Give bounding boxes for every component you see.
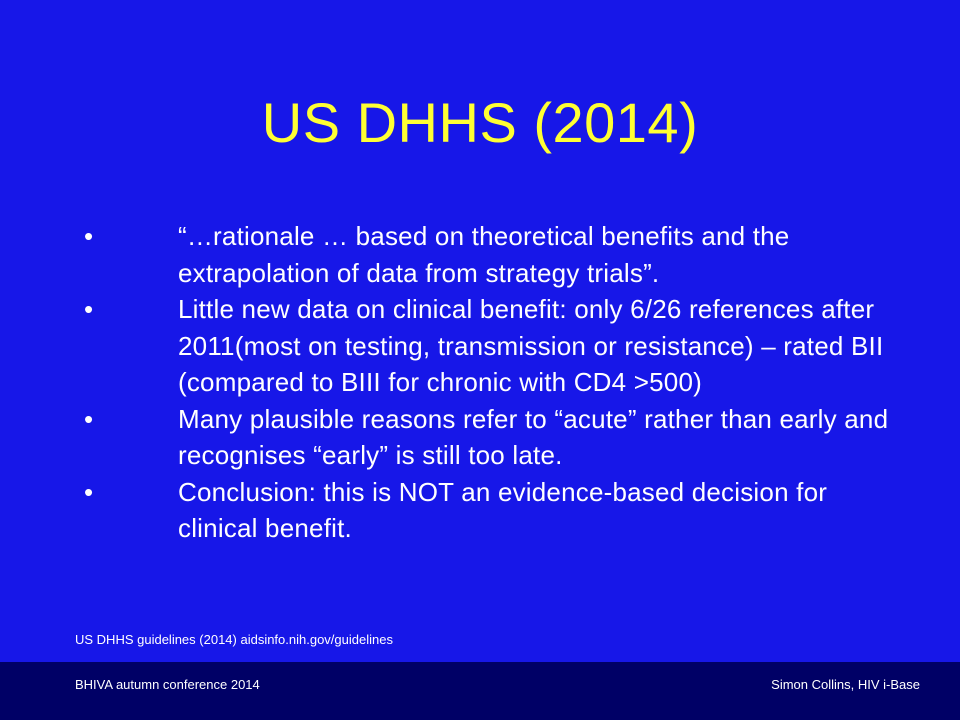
bullet-text: Many plausible reasons refer to “acute” rather than early and recognises “early” is still too late. xyxy=(178,403,889,470)
bullet-item xyxy=(84,291,904,401)
bullet-text: “…rationale … based on theoretical benefits and the extrapolation of data from strategy trials”. xyxy=(178,221,790,288)
footer-conference: BHIVA autumn conference 2014 xyxy=(75,677,260,692)
slide-title: US DHHS (2014) xyxy=(261,91,699,154)
bullet-dot-icon: • xyxy=(84,221,94,251)
footer-bar xyxy=(0,662,960,720)
bullet-text: Conclusion: this is NOT an evidence-based decision for clinical benefit. xyxy=(178,476,828,543)
bullet-dot-icon: • xyxy=(84,403,94,434)
bullet-item xyxy=(84,401,904,474)
bullet-item xyxy=(84,218,904,291)
footer-author: Simon Collins, HIV i-Base xyxy=(771,677,920,692)
bullet-dot-icon: • xyxy=(84,476,94,507)
bullet-dot-icon: • xyxy=(84,294,94,324)
bullet-text: Little new data on clinical benefit: only 6/26 references after 2011(most on testing, transmission or resistance) – rated BII (compared to BIII for chronic with CD4 >500) xyxy=(178,294,884,397)
source-citation: US DHHS guidelines (2014) aidsinfo.nih.gov/guidelines xyxy=(75,632,393,647)
bullet-item xyxy=(84,474,904,547)
bullet-list xyxy=(84,218,904,547)
